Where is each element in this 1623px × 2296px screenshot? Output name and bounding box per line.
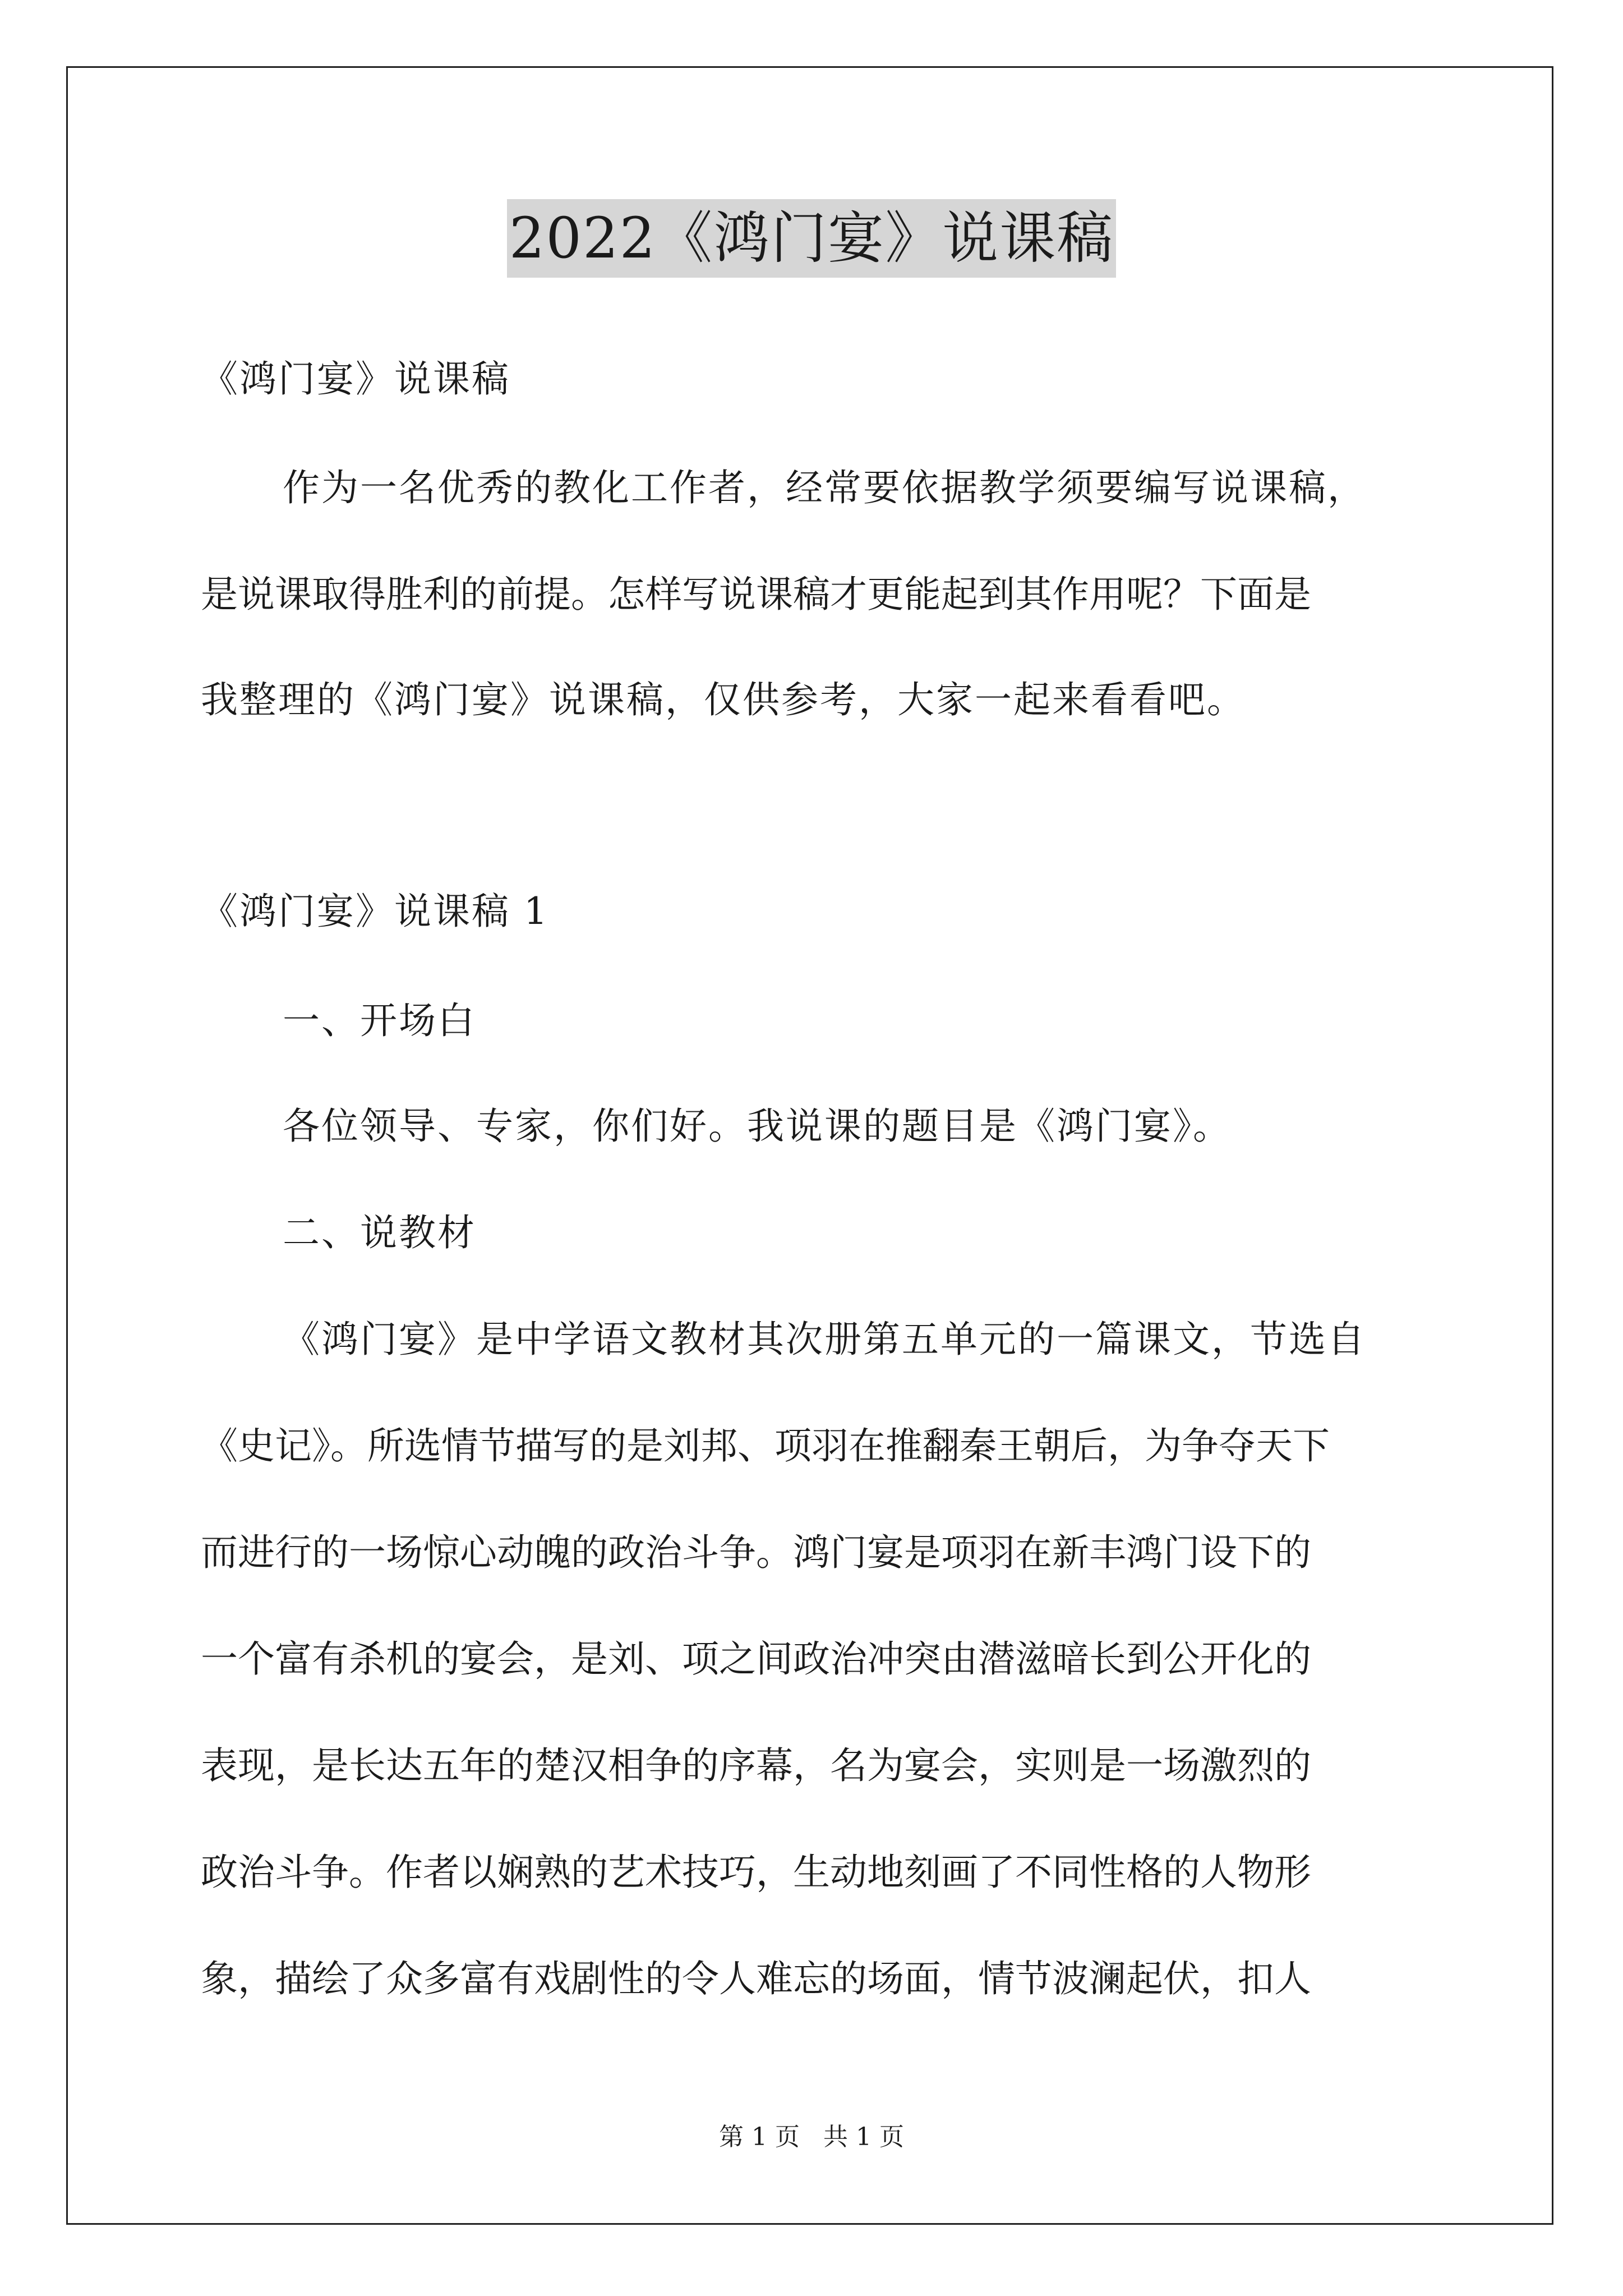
title-container (0, 199, 1623, 278)
subtitle: 《鸿门宴》说课稿 (201, 357, 510, 401)
intro-line-1: 作为一名优秀的教化工作者，经常要依据教学须要编写说课稿， (283, 466, 1366, 509)
body-line-2: 《史记》。所选情节描写的是刘邦、项羽在推翻秦王朝后，为争夺天下 (201, 1424, 1330, 1467)
heading-opening: 一、开场白 (283, 999, 476, 1042)
page-total: 共 1 页 (823, 2123, 904, 2151)
section-title: 《鸿门宴》说课稿 1 (201, 890, 549, 933)
body-line-7: 象，描绘了众多富有戏剧性的令人难忘的场面，情节波澜起伏，扣人 (201, 1957, 1311, 2000)
document-title: 2022《鸿门宴》说课稿 (507, 199, 1117, 278)
page-footer (0, 2120, 1623, 2154)
body-line-6: 政治斗争。作者以娴熟的艺术技巧，生动地刻画了不同性格的人物形 (201, 1851, 1311, 1894)
body-line-3: 而进行的一场惊心动魄的政治斗争。鸿门宴是项羽在新丰鸿门设下的 (201, 1531, 1311, 1574)
opening-paragraph: 各位领导、专家，你们好。我说课的题目是《鸿门宴》。 (283, 1105, 1232, 1148)
page-number: 第 1 页 (719, 2123, 800, 2151)
intro-line-3: 我整理的《鸿门宴》说课稿，仅供参考，大家一起来看看吧。 (201, 678, 1246, 721)
body-line-4: 一个富有杀机的宴会，是刘、项之间政治冲突由潜滋暗长到公开化的 (201, 1637, 1311, 1681)
intro-line-2: 是说课取得胜利的前提。怎样写说课稿才更能起到其作用呢？下面是 (201, 573, 1311, 616)
body-line-1: 《鸿门宴》是中学语文教材其次册第五单元的一篇课文，节选自 (283, 1318, 1366, 1361)
heading-textbook: 二、说教材 (283, 1211, 476, 1254)
body-line-5: 表现，是长达五年的楚汉相争的序幕，名为宴会，实则是一场激烈的 (201, 1744, 1311, 1787)
